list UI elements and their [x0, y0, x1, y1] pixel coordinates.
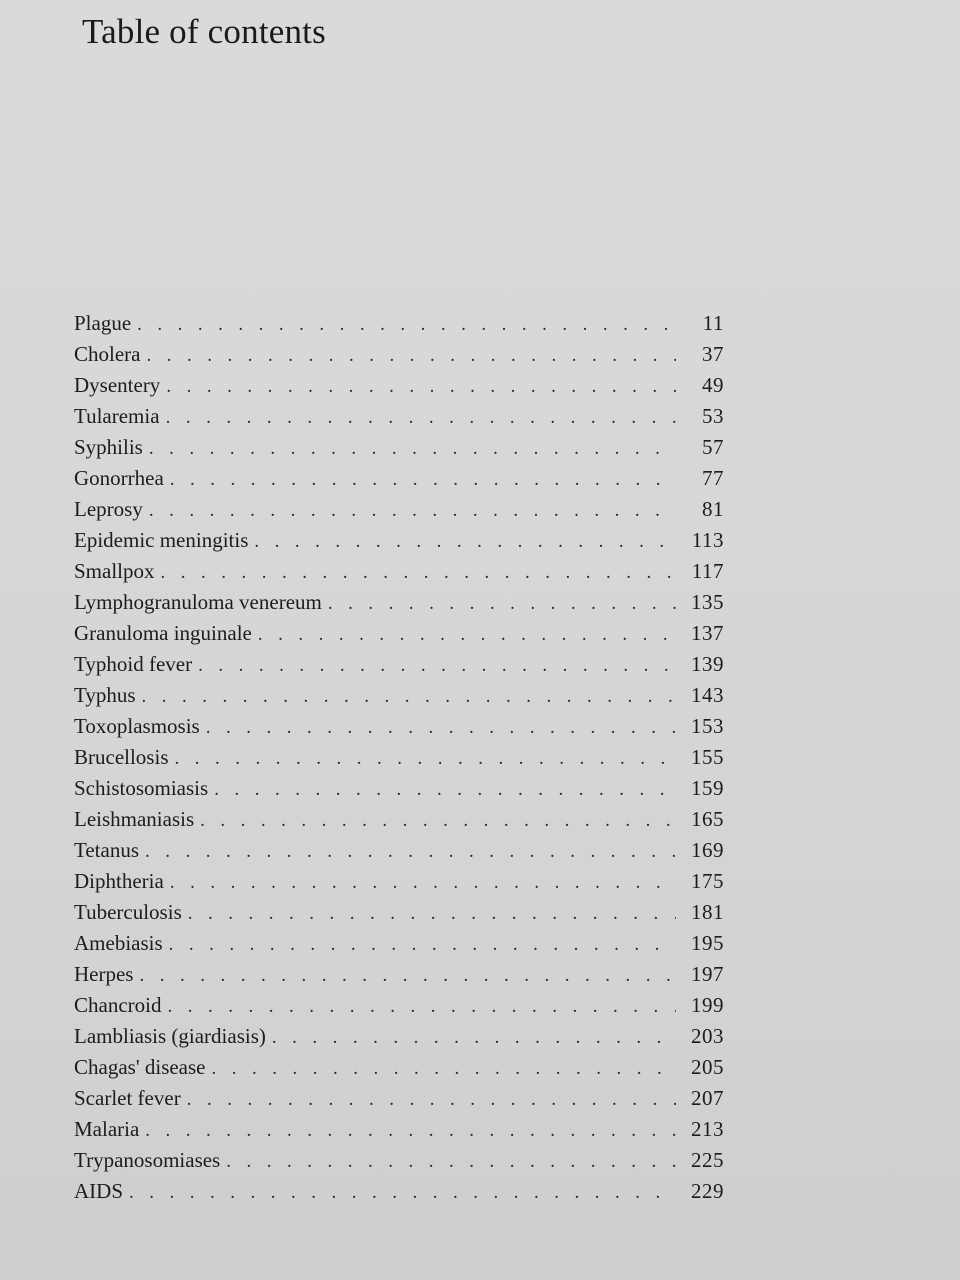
toc-entry-title: Brucellosis: [74, 745, 169, 769]
toc-entry: [74, 556, 724, 587]
dot-leader: [187, 1084, 676, 1115]
dot-leader: [214, 774, 676, 805]
toc-entry-title: Dysentery: [74, 373, 161, 397]
dot-leader: [169, 929, 676, 960]
toc-entry-title: Gonorrhea: [74, 466, 164, 490]
toc-entry-title: Malaria: [74, 1117, 140, 1141]
toc-entry-title: Typhoid fever: [74, 652, 193, 676]
toc-entry-page: 229: [691, 1179, 724, 1203]
dot-leader: [161, 557, 676, 588]
toc-entry-title: Tuberculosis: [74, 900, 182, 924]
toc-entry: [74, 897, 724, 928]
dot-leader: [198, 650, 676, 681]
toc-entry: [74, 370, 724, 401]
toc-entry-page: 117: [691, 559, 724, 583]
toc-entry-title: Chagas' disease: [74, 1055, 206, 1079]
toc-entry-page: 195: [691, 931, 724, 955]
toc-entry-page: 137: [691, 621, 724, 645]
toc-entry: [74, 1083, 724, 1114]
toc-entry: [74, 494, 724, 525]
toc-entry-page: 57: [702, 435, 724, 459]
toc-entry-page: 143: [691, 683, 724, 707]
toc-entry: [74, 990, 724, 1021]
dot-leader: [145, 836, 676, 867]
toc-entry-title: Lambliasis (giardiasis): [74, 1024, 266, 1048]
toc-entry-page: 225: [691, 1148, 724, 1172]
toc-entry: [74, 525, 724, 556]
toc-entry: [74, 587, 724, 618]
toc-entry-page: 165: [691, 807, 724, 831]
page-title: Table of contents: [82, 12, 326, 51]
toc-entry: [74, 866, 724, 897]
toc-entry-title: Epidemic meningitis: [74, 528, 249, 552]
dot-leader: [139, 960, 676, 991]
toc-entry-title: Toxoplasmosis: [74, 714, 200, 738]
toc-entry: [74, 959, 724, 990]
toc-entry-page: 53: [702, 404, 724, 428]
dot-leader: [175, 743, 677, 774]
toc-entry: [74, 649, 724, 680]
dot-leader: [137, 309, 676, 340]
toc-entry-title: Scarlet fever: [74, 1086, 181, 1110]
dot-leader: [258, 619, 676, 650]
toc-entry: [74, 773, 724, 804]
dot-leader: [170, 464, 676, 495]
dot-leader: [149, 433, 676, 464]
toc-entry-page: 181: [691, 900, 724, 924]
toc-entry: [74, 928, 724, 959]
toc-entry-title: Typhus: [74, 683, 136, 707]
dot-leader: [149, 495, 676, 526]
dot-leader: [142, 681, 676, 712]
toc-entry-title: Cholera: [74, 342, 141, 366]
toc-entry: [74, 711, 724, 742]
dot-leader: [145, 1115, 676, 1146]
dot-leader: [129, 1177, 676, 1208]
toc-entry-page: 49: [702, 373, 724, 397]
dot-leader: [272, 1022, 676, 1053]
dot-leader: [166, 402, 676, 433]
toc-entry-page: 207: [691, 1086, 724, 1110]
dot-leader: [170, 867, 676, 898]
toc-entry-page: 169: [691, 838, 724, 862]
toc-entry: [74, 463, 724, 494]
toc-entry-title: Diphtheria: [74, 869, 164, 893]
toc-entry: [74, 1145, 724, 1176]
dot-leader: [212, 1053, 677, 1084]
dot-leader: [226, 1146, 676, 1177]
toc-entry-page: 77: [702, 466, 724, 490]
dot-leader: [166, 371, 676, 402]
toc-entry-title: Schistosomiasis: [74, 776, 209, 800]
toc-entry-page: 205: [691, 1055, 724, 1079]
toc-entry-title: AIDS: [74, 1179, 124, 1203]
toc-entry: [74, 339, 724, 370]
toc-entry-title: Granuloma inguinale: [74, 621, 252, 645]
toc-entry-page: 81: [702, 497, 724, 521]
toc-entry-title: Chancroid: [74, 993, 162, 1017]
toc-entry: [74, 742, 724, 773]
toc-entry-title: Tetanus: [74, 838, 140, 862]
toc-entry-title: Herpes: [74, 962, 134, 986]
toc-entry-page: 37: [702, 342, 724, 366]
toc-entry-page: 139: [691, 652, 724, 676]
toc-entry-page: 197: [691, 962, 724, 986]
toc-entry: [74, 401, 724, 432]
toc-entry-title: Trypanosomiases: [74, 1148, 221, 1172]
dot-leader: [254, 526, 676, 557]
toc-entry: [74, 835, 724, 866]
toc-entry-page: 135: [691, 590, 724, 614]
toc-entry-title: Leprosy: [74, 497, 143, 521]
toc-entry: [74, 618, 724, 649]
toc-entry-title: Leishmaniasis: [74, 807, 195, 831]
dot-leader: [167, 991, 676, 1022]
dot-leader: [200, 805, 676, 836]
dot-leader: [146, 340, 676, 371]
toc-entry-title: Tularemia: [74, 404, 160, 428]
toc-entry: [74, 1021, 724, 1052]
toc-entry: [74, 1114, 724, 1145]
toc-entry: [74, 308, 724, 339]
dot-leader: [188, 898, 676, 929]
toc-entry: [74, 1052, 724, 1083]
toc-entry-page: 175: [691, 869, 724, 893]
toc-entry-title: Smallpox: [74, 559, 155, 583]
toc-entry-page: 213: [691, 1117, 724, 1141]
toc-entry-page: 153: [691, 714, 724, 738]
toc-entry-page: 155: [691, 745, 724, 769]
table-of-contents: [74, 308, 724, 1207]
toc-entry: [74, 804, 724, 835]
toc-entry-page: 203: [691, 1024, 724, 1048]
toc-entry-page: 159: [691, 776, 724, 800]
toc-entry-title: Lymphogranuloma venereum: [74, 590, 322, 614]
dot-leader: [328, 588, 676, 619]
toc-entry-page: 113: [691, 528, 724, 552]
toc-entry-page: 199: [691, 993, 724, 1017]
toc-entry-page: 11: [702, 311, 724, 335]
toc-entry: [74, 1176, 724, 1207]
toc-entry-title: Plague: [74, 311, 132, 335]
toc-entry: [74, 680, 724, 711]
toc-entry-title: Amebiasis: [74, 931, 163, 955]
toc-entry-title: Syphilis: [74, 435, 143, 459]
dot-leader: [206, 712, 676, 743]
toc-entry: [74, 432, 724, 463]
